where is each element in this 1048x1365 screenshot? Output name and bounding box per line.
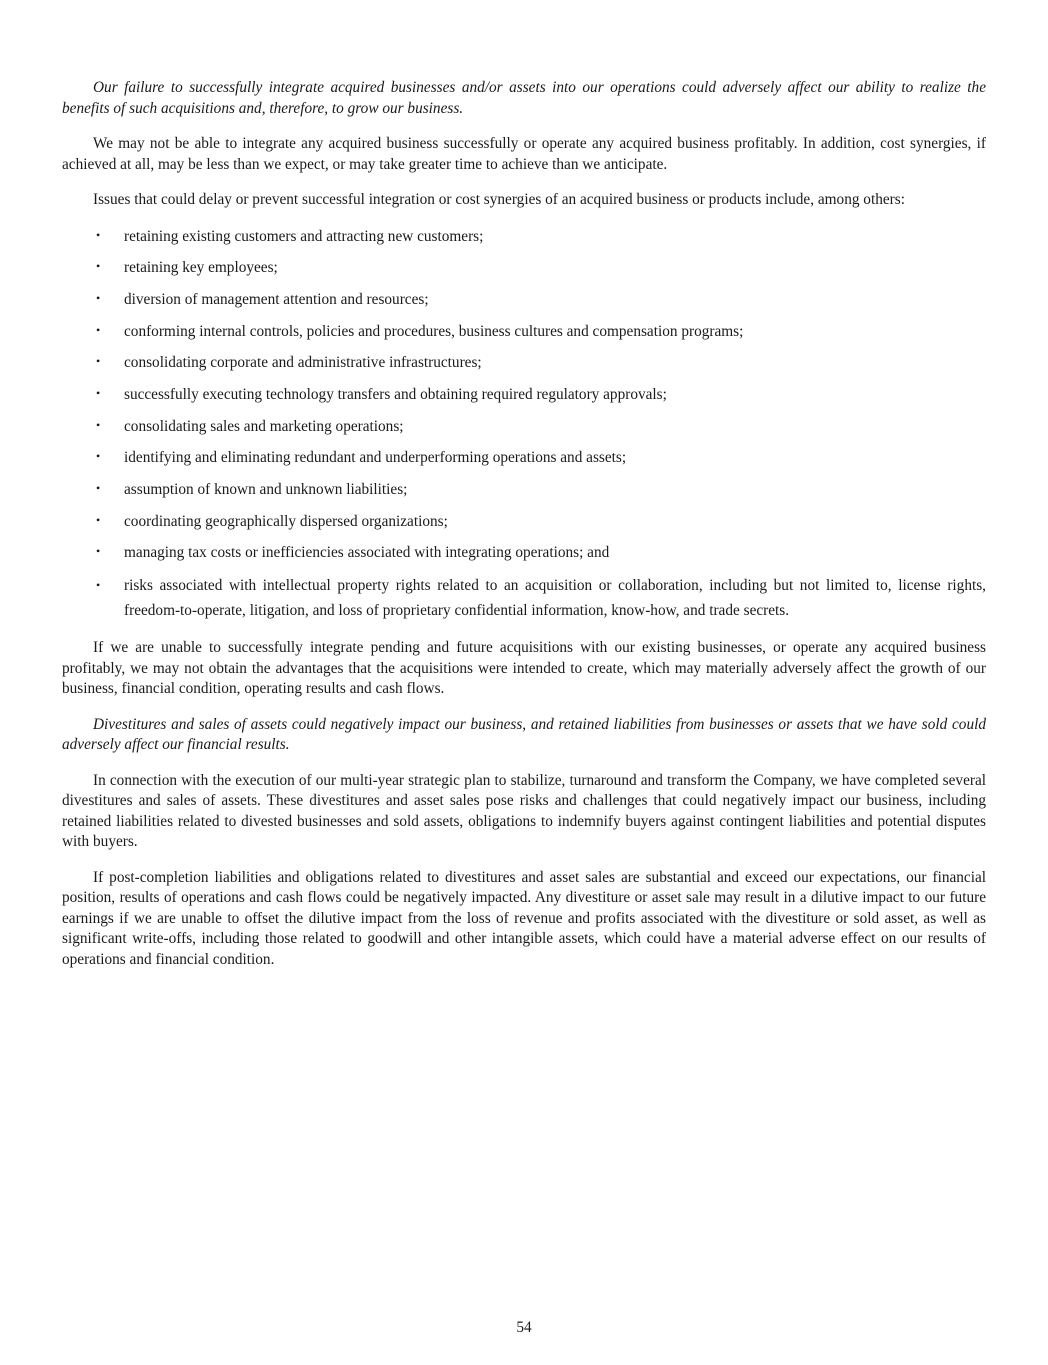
bullet-icon: • (96, 481, 101, 495)
bullet-icon: • (96, 259, 101, 274)
integration-issues-list (62, 226, 986, 624)
list-item (62, 479, 986, 500)
risk-heading-divestitures: Divestitures and sales of assets could negatively impact our business, and retained liabilities from businesses or assets that we have sold could adversely affect our financial results. (62, 715, 986, 754)
bullet-icon: • (96, 578, 101, 593)
list-item (62, 352, 986, 373)
bullet-icon: • (96, 544, 101, 559)
body-paragraph: Issues that could delay or prevent successful integration or cost synergies of an acquired business or products include, among others: (93, 191, 905, 208)
list-item-text: retaining existing customers and attracting new customers; (124, 227, 484, 245)
list-item-text: identifying and eliminating redundant and underperforming operations and assets; (124, 449, 627, 467)
list-item (62, 416, 986, 437)
page-number: 54 (516, 1319, 532, 1336)
list-item-text: conforming internal controls, policies and procedures, business cultures and compensation programs; (124, 322, 744, 340)
list-item (62, 289, 986, 310)
list-item (62, 542, 986, 563)
list-item-text: consolidating sales and marketing operations; (124, 417, 404, 435)
document-page (62, 78, 986, 985)
bullet-icon: • (96, 322, 101, 337)
list-item (62, 384, 986, 405)
risk-heading-integration: Our failure to successfully integrate acquired businesses and/or assets into our operations could adversely affect our ability to realize the benefits of such acquisitions and, therefore, to grow our business. (62, 79, 986, 117)
list-item-text: successfully executing technology transfers and obtaining required regulatory approvals; (124, 385, 667, 403)
list-item (62, 257, 986, 278)
bullet-icon: • (96, 417, 101, 432)
list-item-text: diversion of management attention and resources; (124, 290, 429, 308)
body-paragraph: If we are unable to successfully integrate pending and future acquisitions with our existing businesses, or operate any acquired business profitably, we may not obtain the advantages that the acquisitions were intended to create, which may materially adversely affect the growth of our business, financial condition, operating results and cash flows. (62, 639, 986, 698)
bullet-icon: • (96, 290, 101, 305)
body-paragraph: We may not be able to integrate any acquired business successfully or operate any acquired business profitably. In addition, cost synergies, if achieved at all, may be less than we expect, or may take greater time to achieve than we anticipate. (62, 135, 986, 173)
list-item-text: risks associated with intellectual property rights related to an acquisition or collaboration, including but not limited to, license rights, freedom-to-operate, litigation, and loss of proprietary confidential information, know-how, and trade secrets. (124, 577, 986, 619)
bullet-icon: • (96, 385, 101, 400)
list-item (62, 574, 986, 623)
bullet-icon: • (96, 354, 101, 369)
list-item-text: assumption of known and unknown liabilities; (124, 481, 408, 498)
bullet-icon: • (96, 449, 101, 464)
body-paragraph: In connection with the execution of our multi-year strategic plan to stabilize, turnaround and transform the Company, we have completed several divestitures and sales of assets. These divestitures and asset sales pose risks and challenges that could negatively impact our business, including retained liabilities related to divested businesses and sold assets, obligations to indemnify buyers against contingent liabilities and potential disputes with buyers. (62, 771, 986, 851)
list-item (62, 226, 986, 247)
list-item-text: consolidating corporate and administrative infrastructures; (124, 354, 482, 372)
list-item-text: managing tax costs or inefficiencies associated with integrating operations; and (124, 544, 610, 562)
list-item-text: retaining key employees; (124, 259, 278, 277)
list-item-text: coordinating geographically dispersed organizations; (124, 512, 448, 530)
list-item (62, 321, 986, 342)
body-paragraph: If post-completion liabilities and obligations related to divestitures and asset sales are substantial and exceed our expectations, our financial position, results of operations and cash flows could be negatively impacted. Any divestiture or asset sale may result in a dilutive impact to our future earnings if we are unable to offset the dilutive impact from the loss of revenue and profits associated with the divestiture or sold asset, as well as significant write-offs, including those related to goodwill and other intangible assets, which could have a material adverse effect on our results of operations and financial condition. (62, 868, 986, 968)
bullet-icon: • (96, 227, 101, 242)
list-item (62, 447, 986, 468)
bullet-icon: • (96, 512, 101, 527)
list-item (62, 511, 986, 532)
